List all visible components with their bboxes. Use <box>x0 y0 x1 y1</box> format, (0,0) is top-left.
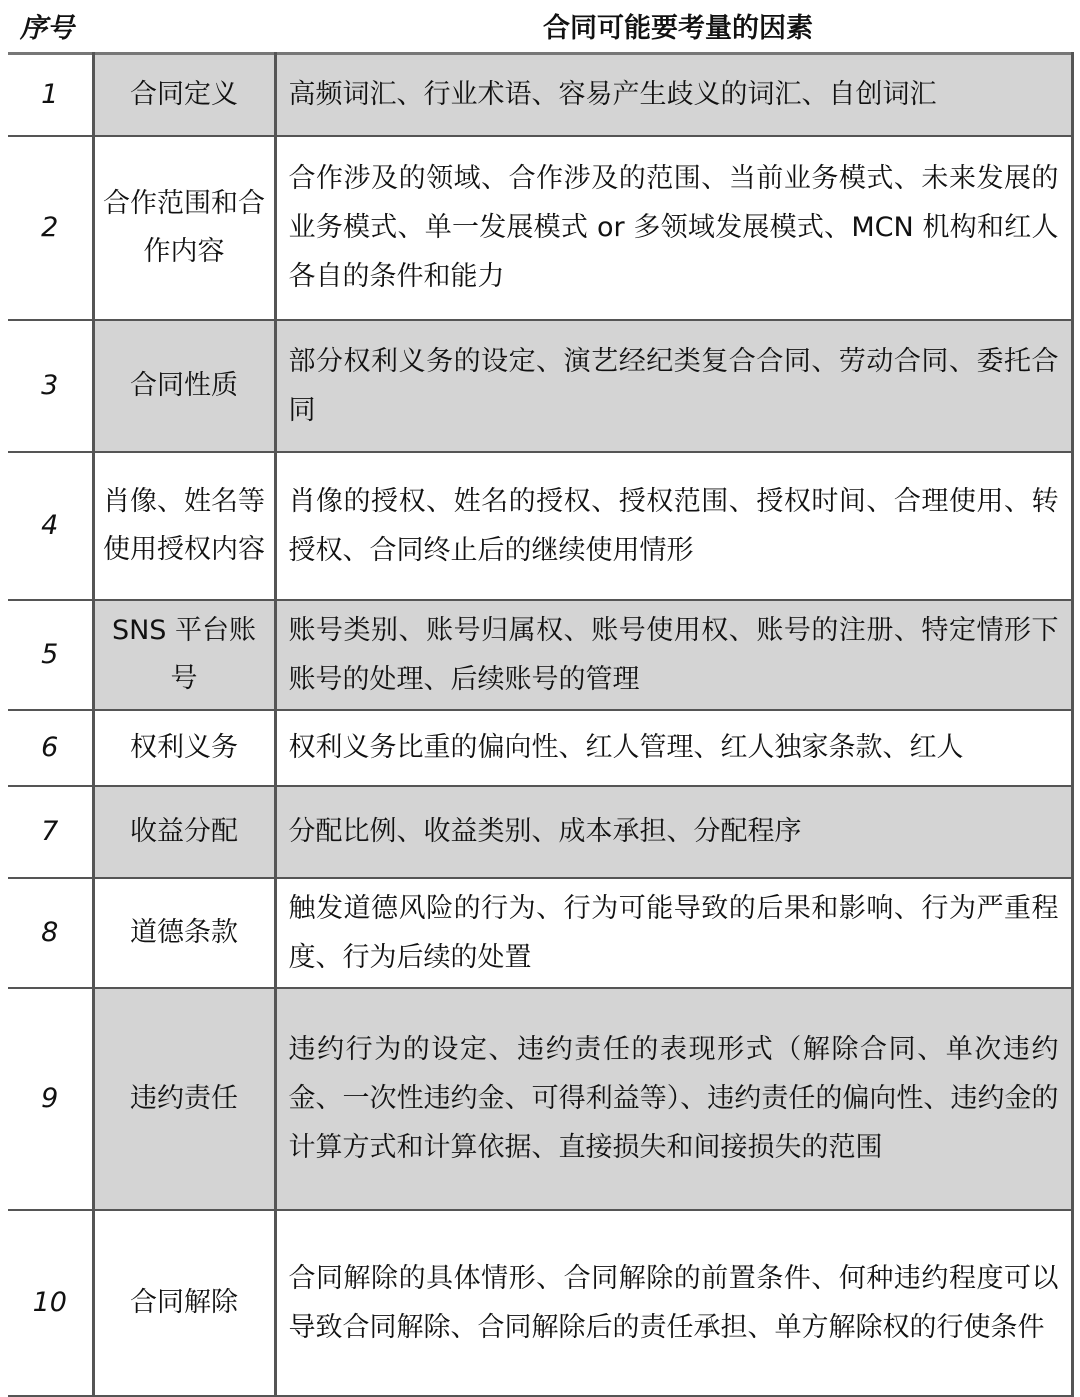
table-row <box>8 600 1072 710</box>
row-factor-detail: 违约行为的设定、违约责任的表现形式（解除合同、单次违约金、一次性违约金、可得利益等）、违约责任的偏向性、违约金的计算方式和计算依据、直接损失和间接损失的范围 <box>275 988 1072 1210</box>
row-factor-detail: 权利义务比重的偏向性、红人管理、红人独家条款、红人 <box>275 710 1072 786</box>
row-factor-detail: 合同解除的具体情形、合同解除的前置条件、何种违约程度可以导致合同解除、合同解除后的责任承担、单方解除权的行使条件 <box>275 1210 1072 1396</box>
row-factor-detail: 部分权利义务的设定、演艺经纪类复合合同、劳动合同、委托合同 <box>275 320 1072 452</box>
row-factor-name: 权利义务 <box>93 710 275 786</box>
row-factor-name: 合作范围和合作内容 <box>93 136 275 320</box>
table-row <box>8 452 1072 600</box>
row-factor-detail: 分配比例、收益类别、成本承担、分配程序 <box>275 786 1072 878</box>
row-factor-name: 合同定义 <box>93 54 275 136</box>
column-header-number: 序号 <box>20 13 74 44</box>
row-number: 2 <box>8 136 93 320</box>
row-number: 9 <box>8 988 93 1210</box>
row-factor-detail: 高频词汇、行业术语、容易产生歧义的词汇、自创词汇 <box>275 54 1072 136</box>
row-number: 6 <box>8 710 93 786</box>
row-factor-detail: 触发道德风险的行为、行为可能导致的后果和影响、行为严重程度、行为后续的处置 <box>275 878 1072 988</box>
table-row <box>8 1210 1072 1396</box>
row-factor-name: 收益分配 <box>93 786 275 878</box>
table-row <box>8 878 1072 988</box>
row-number: 1 <box>8 54 93 136</box>
row-number: 3 <box>8 320 93 452</box>
table-row <box>8 54 1072 136</box>
table-row <box>8 988 1072 1210</box>
table-row <box>8 710 1072 786</box>
row-factor-detail: 合作涉及的领域、合作涉及的范围、当前业务模式、未来发展的业务模式、单一发展模式 or 多领域发展模式、MCN 机构和红人各自的条件和能力 <box>275 136 1072 320</box>
table-header <box>0 0 1080 52</box>
row-number: 4 <box>8 452 93 600</box>
row-number: 10 <box>8 1210 93 1396</box>
table-row <box>8 136 1072 320</box>
row-factor-detail: 账号类别、账号归属权、账号使用权、账号的注册、特定情形下账号的处理、后续账号的管理 <box>275 600 1072 710</box>
table-row <box>8 786 1072 878</box>
row-factor-name: 违约责任 <box>93 988 275 1210</box>
row-number: 8 <box>8 878 93 988</box>
row-factor-name: 肖像、姓名等使用授权内容 <box>93 452 275 600</box>
row-factor-name: SNS 平台账号 <box>93 600 275 710</box>
row-number: 7 <box>8 786 93 878</box>
row-factor-name: 合同性质 <box>93 320 275 452</box>
contract-factors-table <box>8 52 1074 1397</box>
row-factor-detail: 肖像的授权、姓名的授权、授权范围、授权时间、合理使用、转授权、合同终止后的继续使用情形 <box>275 452 1072 600</box>
row-number: 5 <box>8 600 93 710</box>
row-factor-name: 道德条款 <box>93 878 275 988</box>
column-header-factors: 合同可能要考量的因素 <box>543 13 813 44</box>
row-factor-name: 合同解除 <box>93 1210 275 1396</box>
table-row <box>8 320 1072 452</box>
